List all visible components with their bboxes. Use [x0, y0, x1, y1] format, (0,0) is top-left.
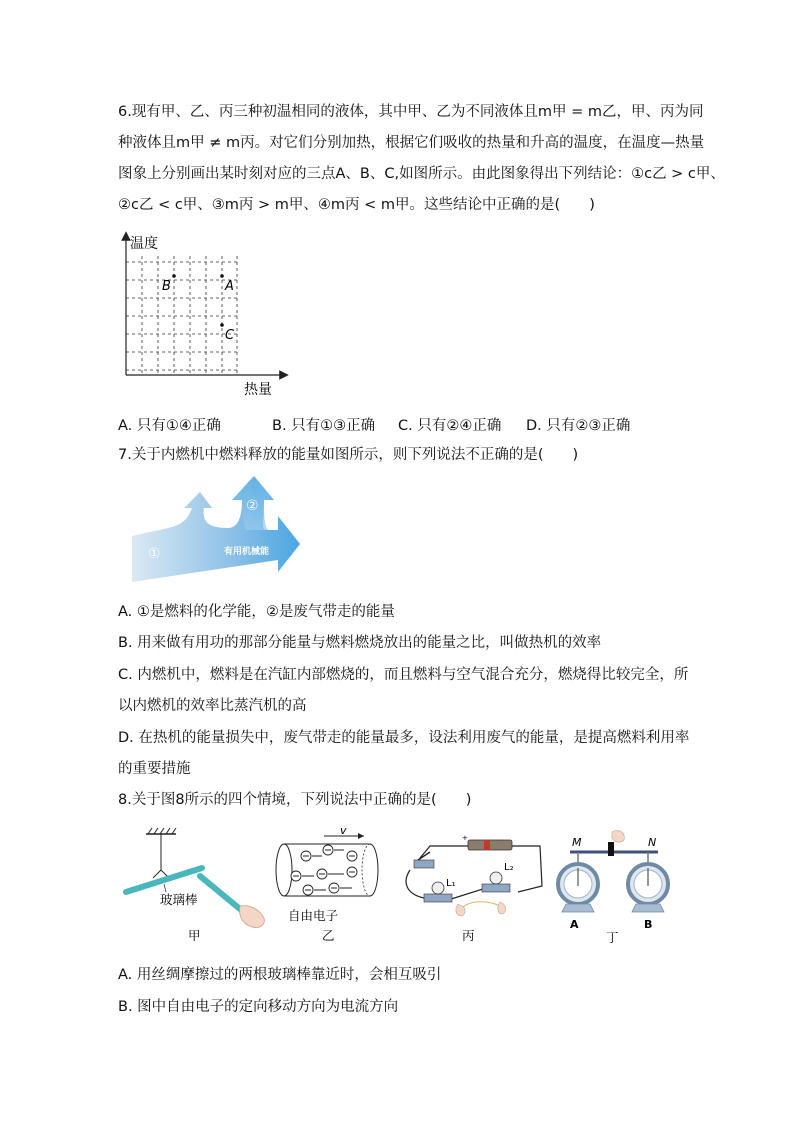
- energy-flow-diagram: [128, 472, 308, 588]
- energy-label-1: ①: [148, 546, 161, 562]
- electroscope-b-label: B: [644, 918, 653, 931]
- q7-option-d-line-1: D. 在热机的能量损失中，废气带走的能量最多，设法利用废气的能量，是提高燃料利用率: [118, 730, 690, 746]
- point-b-label: B: [162, 279, 171, 294]
- figure-yi-caption: 乙: [322, 928, 335, 943]
- temperature-heat-graph: [112, 228, 292, 398]
- q6-line-1: 6.现有甲、乙、丙三种初温相同的液体，其中甲、乙为不同液体且m甲 = m乙，甲、丙为同: [118, 104, 704, 120]
- svg-text:+: +: [462, 834, 468, 842]
- q6-line-2: 种液体且m甲 ≠ m丙。对它们分别加热，根据它们吸收的热量和升高的温度，在温度—热量: [118, 135, 705, 151]
- useful-mechanical-energy-label: 有用机械能: [224, 547, 270, 557]
- q7-option-a: A. ①是燃料的化学能，②是废气带走的能量: [118, 604, 395, 620]
- hand-icon: [612, 830, 624, 842]
- figure-jia-caption: 甲: [188, 928, 201, 943]
- bulb-l1-icon: [432, 882, 444, 894]
- point-c: [220, 323, 224, 327]
- q8-option-a: A. 用丝绸摩擦过的两根玻璃棒靠近时，会相互吸引: [118, 967, 442, 983]
- q7-option-d-line-2: 的重要措施: [118, 761, 191, 777]
- x-axis-label: 热量: [244, 382, 272, 398]
- free-electron-label: 自由电子: [288, 908, 339, 923]
- energy-flow-arrow: [132, 476, 300, 582]
- point-b: [172, 274, 176, 278]
- bulb-l1-label: L₁: [446, 878, 456, 889]
- energy-label-2: ②: [246, 498, 259, 514]
- point-n-label: N: [648, 836, 657, 849]
- figure-bing-caption: 丙: [462, 928, 475, 943]
- q6-option-b: B. 只有①③正确: [272, 418, 376, 434]
- q6-option-a: A. 只有①④正确: [118, 418, 221, 434]
- bulb-l2-icon: [490, 872, 502, 884]
- glass-rod-label: 玻璃棒: [160, 892, 198, 907]
- hand-icon: [240, 906, 265, 928]
- figure-jia: [118, 826, 268, 946]
- figure-ding-caption: 丁: [606, 930, 619, 945]
- bulb-l2-label: L₂: [504, 862, 514, 873]
- q6-line-3: 图象上分别画出某时刻对应的三点A、B、C,如图所示。由此图象得出下列结论：①c乙 > c甲、: [118, 166, 725, 182]
- held-glass-rod: [200, 876, 246, 914]
- figure-bing: [400, 830, 550, 946]
- suspended-glass-rod: [126, 868, 202, 892]
- point-a: [220, 274, 224, 278]
- q6-option-d: D. 只有②③正确: [526, 418, 631, 434]
- q7-stem: 7.关于内燃机中燃料释放的能量如图所示，则下列说法不正确的是( ): [118, 447, 579, 463]
- figure-ding: [546, 826, 676, 946]
- q7-option-c-line-1: C. 内燃机中，燃料是在汽缸内部燃烧的，而且燃料与空气混合充分，燃烧得比较完全，所: [118, 667, 689, 683]
- q8-option-b: B. 图中自由电子的定向移动方向为电流方向: [118, 999, 399, 1015]
- q7-option-b: B. 用来做有用功的那部分能量与燃料燃烧放出的能量之比，叫做热机的效率: [118, 635, 602, 651]
- q8-stem: 8.关于图8所示的四个情境，下列说法中正确的是( ): [118, 792, 472, 808]
- q6-option-c: C. 只有②④正确: [398, 418, 502, 434]
- q7-option-c-line-2: 以内燃机的效率比蒸汽机的高: [118, 698, 307, 714]
- electroscope-a: [558, 852, 598, 912]
- point-c-label: C: [225, 328, 235, 343]
- insulated-handle: [608, 842, 614, 856]
- electroscope-a-label: A: [570, 918, 579, 931]
- figure-yi: [272, 826, 392, 946]
- switch-icon: [414, 860, 434, 868]
- q6-line-4: ②c乙 < c甲、③m丙 > m甲、④m丙 < m甲。这些结论中正确的是( ): [118, 197, 595, 213]
- electroscope-b: [628, 852, 668, 912]
- point-m-label: M: [572, 836, 582, 849]
- y-axis-label: 温度: [130, 236, 158, 252]
- point-a-label: A: [225, 279, 234, 294]
- velocity-label: v: [340, 826, 347, 837]
